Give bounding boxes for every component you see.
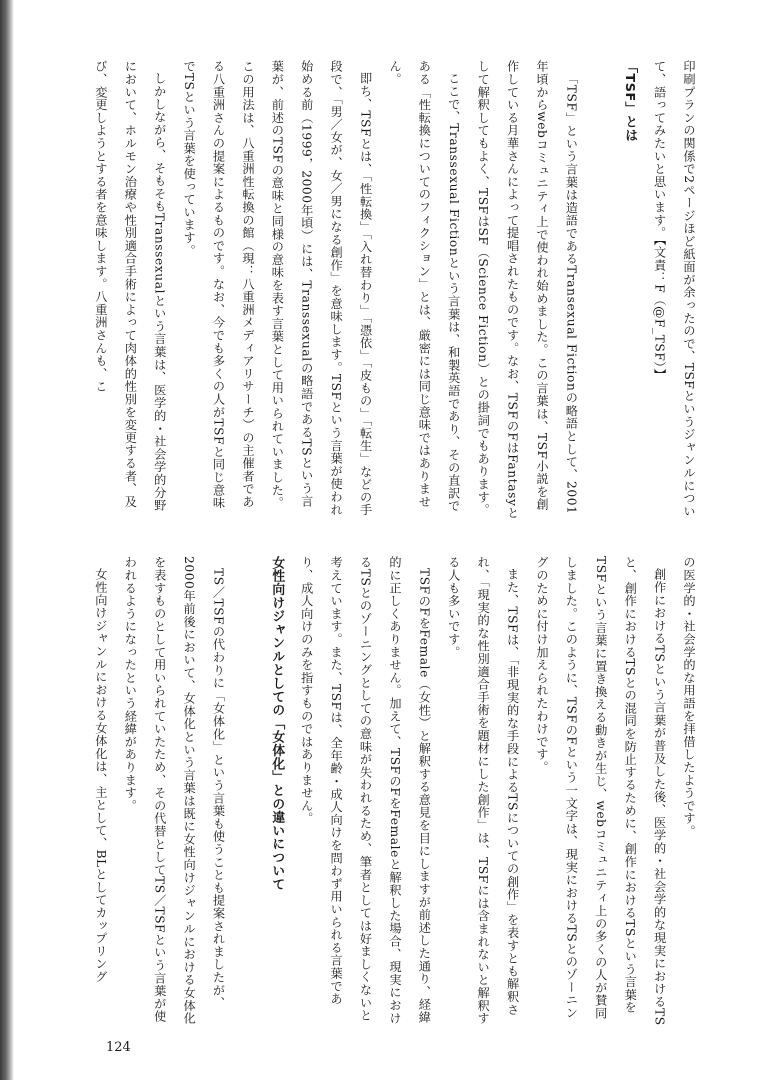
page-number: 124 — [106, 1040, 131, 1055]
lower-text-block — [93, 556, 703, 1026]
paragraph: の医学的・社会学的な用語を拝借したようです。 — [682, 556, 696, 838]
section-heading-nyotaika: 女性向けジャンルとしての「女体化」との違いについて — [269, 556, 285, 891]
upper-text-block — [93, 60, 703, 520]
paragraph: 創作におけるTSという言葉が普及した後、医学的・社会学的な現実におけるTSと、創作におけるTSとの混同を防止するために、創作におけるTSという言葉をTSFという言葉に置き換える動きが生じ、webコミュニティ上の多くの人が賛同しました。このように、TSFのFという一文字は、現実におけるTSとのゾーニングのために付け加えられたわけです。 — [534, 556, 667, 1026]
paragraph: また、TSFは、「非現実的な手段によるTSについての創作」を表すとも解釈され、「現実的な性別適合手術を題材にした創作」は、TSFには含まれないと解釈する人も多いです。 — [446, 556, 520, 1025]
paragraph: しかしながら、そもそもTranssexualという言葉は、医学的・社会学的分野において、ホルモン治療や性別適合手術によって肉体的性別を変更する者、及び、変更しようとする者を意味します。八重洲さんも、こ — [93, 60, 167, 512]
page-edge-shadow — [0, 0, 14, 1080]
paragraph: 「TSF」という言葉は造語であるTransexual Fictionの略語として、2001年頃からwebコミュニティ上で使われ始めました。この言葉は、TSF小説を創作している月華さんによって提唱されたものです。なお、TSFのFはFantasyとして解釈してもよく、TSFはSF（Science Fiction）との掛詞でもあります。 — [476, 60, 579, 520]
intro-paragraph: 印刷プランの関係で2ページほど紙面が余ったので、TSFというジャンルについて、語ってみたいと思います。【文責：F（@F_TSF）】 — [652, 60, 696, 518]
paragraph: ここで、Transsexual Fictionという言葉は、和製英語であり、その直訳である「性転換についてのフィクション」とは、厳密には同じ意味ではありません。 — [387, 60, 461, 513]
paragraph: TS／TSFの代わりに「女体化」という言葉も使うことも提案されましたが、2000年前後において、女体化という言葉は既に女性向けジャンルにおける女体化を表すものとして用いられていたため、その代替としてTS／TSFという言葉が使われるようになったという経緯があります。 — [123, 556, 226, 1025]
paragraph: TSFのFをFemale（女性）と解釈する意見を目にしますが前述した通り、経緯的に正しくありません。加えて、TSFのFをFemaleと解釈した場合、現実におけるTSとのゾーニングとしての意味が失われるため、筆者としては好ましくないと考えています。また、TSFは、全年齢・成人向けを問わず用いられる言葉であり、成人向けのみを指すものではありません。 — [299, 556, 432, 1025]
section-heading-tsf: 「TSF」とは — [622, 60, 638, 143]
paragraph: 即ち、TSFとは、「性転換」「入れ替わり」「憑依」「皮もの」「転生」などの手段で、「男／女が、女／男になる創作」を意味します。TSFという言葉が使われ始める前（1999，2000年頃）には、Transsexualの略語であるTSという言葉が、前述のTSFの意味と同様の意味を表す言葉として用いられていました。この用法は、八重洲性転換の館（現：八重洲メディアリサーチ）の主催者である八重洲さんの提案によるものです。なお、今でも多くの人がTSFと同じ意味でTSという言葉を使っています。 — [182, 60, 373, 517]
paragraph: 女性向けジャンルにおける女体化は、主として、BLとしてカップリング — [93, 568, 108, 984]
